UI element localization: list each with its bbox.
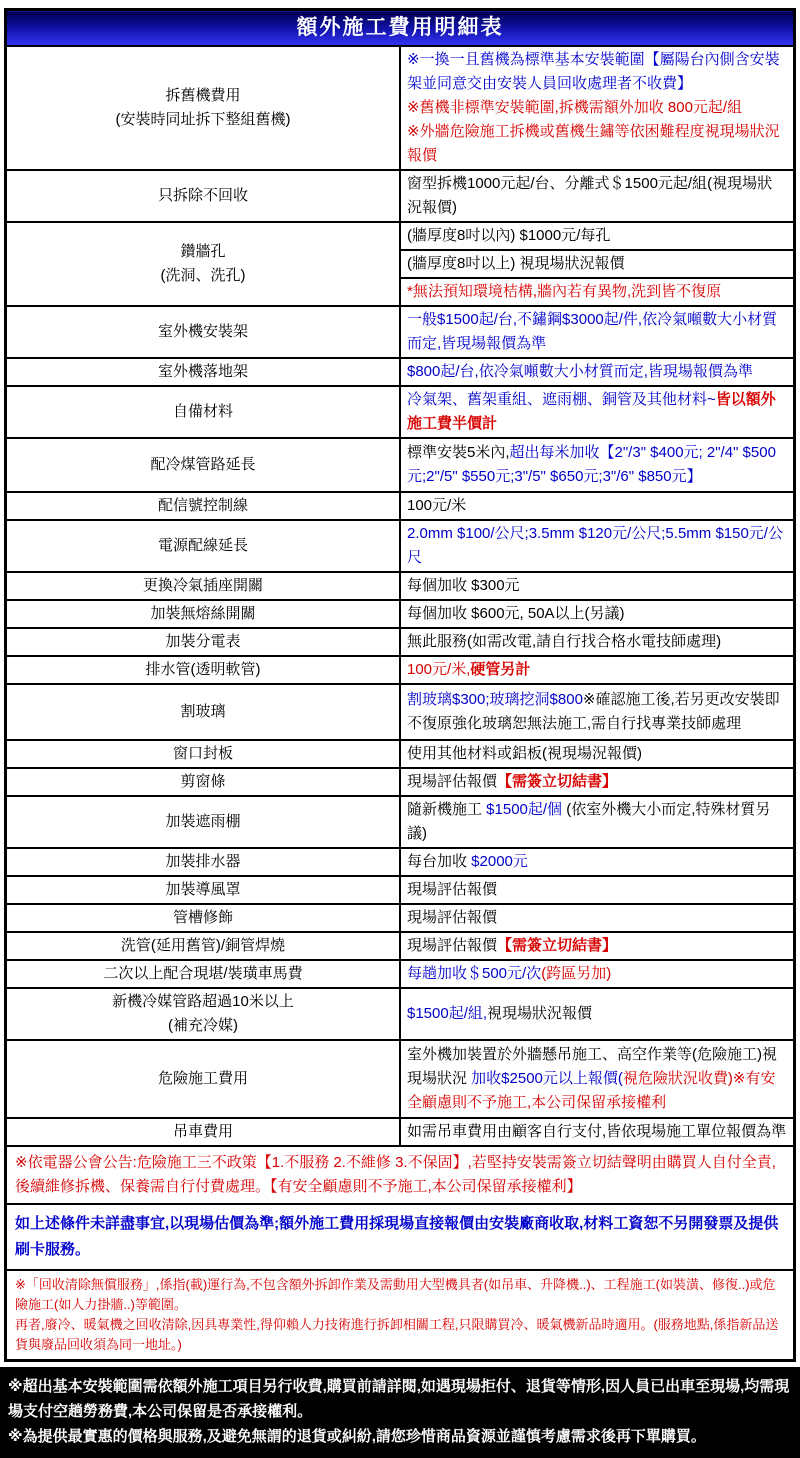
text-segment: $2000元 bbox=[471, 853, 528, 870]
row-value bbox=[400, 848, 795, 876]
row-value: 一般$1500起/台,不鏽鋼$3000起/件,依冷氣噸數大小材質而定,皆現場報價為準 bbox=[400, 306, 795, 358]
text-segment: 現場評估報價 bbox=[407, 773, 498, 790]
text-segment: 皆以額外施工費半價計 bbox=[407, 391, 776, 432]
row-label-line: (補充冷媒) bbox=[168, 1017, 238, 1034]
row-value: (牆厚度8吋以內) $1000元/每孔 bbox=[400, 222, 795, 250]
row-label bbox=[6, 222, 401, 306]
text-segment: 室外機加裝置於外牆懸吊施工、高空作業等(危險施工)視現場狀況 bbox=[407, 1046, 777, 1087]
row-label: 自備材料 bbox=[6, 386, 401, 438]
table-row bbox=[6, 904, 795, 932]
recycle-service-notice bbox=[6, 1270, 795, 1361]
notice-paragraph: 再者,廢冷、暖氣機之回收清除,因具專業性,得仰賴人力技術進行拆卸相關工程,只限購買冷、暖氣機新品時適用。(服務地點,係指新品送貨與廢品回收須為同一地址。) bbox=[15, 1317, 779, 1352]
table-row bbox=[6, 796, 795, 848]
text-segment: 加收$2500元以上報價( bbox=[471, 1070, 623, 1087]
row-label-line: (洗洞、洗孔) bbox=[160, 267, 246, 284]
row-value bbox=[400, 684, 795, 740]
text-segment: 每台加收 bbox=[407, 853, 472, 870]
table-row bbox=[6, 386, 795, 438]
text-segment: 100元/米, bbox=[407, 661, 471, 678]
text-segment: 每趟加收＄500元/次 bbox=[407, 965, 542, 982]
table-row bbox=[6, 306, 795, 358]
text-segment: 冷氣架、舊架重組、遮雨棚、銅管及其他材料~ bbox=[407, 391, 716, 408]
fee-table bbox=[4, 8, 796, 1362]
table-row bbox=[6, 628, 795, 656]
table-row bbox=[6, 170, 795, 222]
row-label bbox=[6, 988, 401, 1040]
text-segment: 超出每米加收【2"/3" $400元; 2"/4" $500元;2"/5" $550元;3"/5" $650元;3"/6" $850元】 bbox=[407, 444, 776, 485]
row-value: 每個加收 $300元 bbox=[400, 572, 795, 600]
footer-line: ※為提供最實惠的價格與服務,及避免無謂的退貨或糾紛,請您珍惜商品資源並謹慎考慮需求後再下單購買。 bbox=[8, 1428, 706, 1445]
row-value bbox=[400, 988, 795, 1040]
union-policy-notice: ※依電器公會公告:危險施工三不政策【1.不服務 2.不維修 3.不保固】,若堅持安裝需簽立切結聲明由購買人自付全責,後續維修拆機、保養需自行付費處理。【有安全顧慮則不予施工,本公司保留承接權利】 bbox=[6, 1146, 795, 1204]
table-row bbox=[6, 684, 795, 740]
row-value: $800起/台,依冷氣噸數大小材質而定,皆現場報價為準 bbox=[400, 358, 795, 386]
table-row bbox=[6, 222, 795, 250]
row-label: 電源配線延長 bbox=[6, 520, 401, 572]
text-segment: 割玻璃$300;玻璃挖洞$800 bbox=[407, 691, 583, 708]
text-segment: $1500起/組, bbox=[407, 1005, 488, 1022]
row-label: 更換冷氣插座開關 bbox=[6, 572, 401, 600]
table-row bbox=[6, 1118, 795, 1146]
row-value bbox=[400, 1040, 795, 1118]
row-value bbox=[400, 768, 795, 796]
table-row bbox=[6, 438, 795, 492]
row-label: 加裝分電表 bbox=[6, 628, 401, 656]
text-segment: ※確認施工後,若另更改安裝即不復原強化玻璃恕無法施工,需自行找專業技師處理 bbox=[407, 691, 780, 732]
row-label-line: 拆舊機費用 bbox=[165, 87, 241, 104]
row-value: 無此服務(如需改電,請自行找合格水電技師處理) bbox=[400, 628, 795, 656]
table-row bbox=[6, 572, 795, 600]
text-segment: ※外牆危險施工拆機或舊機生鏽等依困難程度視現場狀況報價 bbox=[407, 123, 780, 164]
notice-row bbox=[6, 1146, 795, 1204]
text-segment: 視危險狀況收費)※有安全顧慮則不予施工,本公司保留承接權利 bbox=[407, 1070, 776, 1111]
row-value: 現場評估報價 bbox=[400, 876, 795, 904]
row-label: 危險施工費用 bbox=[6, 1040, 401, 1118]
text-segment: 隨新機施工 bbox=[407, 801, 487, 818]
table-row bbox=[6, 740, 795, 768]
text-segment: ※一換一且舊機為標準基本安裝範圍【屬陽台內側含安裝架並同意交由安裝人員回收處理者不收費】 bbox=[407, 51, 780, 92]
row-value: 窗型拆機1000元起/台、分離式＄1500元起/組(視現場狀況報價) bbox=[400, 170, 795, 222]
row-label: 加裝導風罩 bbox=[6, 876, 401, 904]
table-row bbox=[6, 492, 795, 520]
text-segment: 現場評估報價 bbox=[407, 937, 498, 954]
table-row bbox=[6, 520, 795, 572]
row-label: 窗口封板 bbox=[6, 740, 401, 768]
row-label: 割玻璃 bbox=[6, 684, 401, 740]
row-label: 室外機落地架 bbox=[6, 358, 401, 386]
row-label: 加裝無熔絲開關 bbox=[6, 600, 401, 628]
row-label: 配冷煤管路延長 bbox=[6, 438, 401, 492]
row-label: 配信號控制線 bbox=[6, 492, 401, 520]
row-label-line: 鑽牆孔 bbox=[180, 243, 226, 260]
text-segment: (依室外機大小而定,特殊材質另議) bbox=[407, 801, 771, 842]
row-value bbox=[400, 46, 795, 170]
text-segment: 標準安裝5米內, bbox=[407, 444, 510, 461]
row-label bbox=[6, 46, 401, 170]
row-label-line: 新機冷媒管路超過10米以上 bbox=[112, 993, 294, 1010]
row-label: 洗管(延用舊管)/銅管焊燒 bbox=[6, 932, 401, 960]
row-label: 二次以上配合現堪/裝璜車馬費 bbox=[6, 960, 401, 988]
row-label: 排水管(透明軟管) bbox=[6, 656, 401, 684]
row-value: *無法預知環境桔構,牆內若有異物,洗到皆不復原 bbox=[400, 278, 795, 306]
footer-line: ※超出基本安裝範圍需依額外施工項目另行收費,購買前請詳閱,如遇現場拒付、退貨等情形,因人員已出車至現場,均需現場支付空趟勞務費,本公司保留是否承接權利。 bbox=[8, 1378, 790, 1420]
row-label: 加裝排水器 bbox=[6, 848, 401, 876]
onsite-quote-notice: 如上述條件未詳盡事宜,以現場估價為準;額外施工費用採現場直接報價由安裝廠商收取,材料工資恕不另開發票及提供刷卡服務。 bbox=[6, 1204, 795, 1270]
row-value: 使用其他材料或鋁板(視現場況報價) bbox=[400, 740, 795, 768]
page-title: 額外施工費用明細表 bbox=[6, 10, 795, 47]
row-value: 2.0mm $100/公尺;3.5mm $120元/公尺;5.5mm $150元/公尺 bbox=[400, 520, 795, 572]
header-row bbox=[6, 10, 795, 47]
text-segment: $1500起/個 bbox=[486, 801, 563, 818]
text-segment: 硬管另計 bbox=[470, 661, 531, 678]
row-value: 每個加收 $600元, 50A以上(另議) bbox=[400, 600, 795, 628]
row-label: 加裝遮雨棚 bbox=[6, 796, 401, 848]
row-label: 管槽修飾 bbox=[6, 904, 401, 932]
table-row bbox=[6, 932, 795, 960]
text-segment: 【需簽立切結書】 bbox=[497, 773, 618, 790]
table-row bbox=[6, 358, 795, 386]
text-segment: 視現場狀況報價 bbox=[487, 1005, 593, 1022]
row-value bbox=[400, 656, 795, 684]
table-row bbox=[6, 960, 795, 988]
fee-detail-page bbox=[0, 8, 800, 1445]
table-row bbox=[6, 876, 795, 904]
row-value bbox=[400, 960, 795, 988]
row-value bbox=[400, 438, 795, 492]
notice-row bbox=[6, 1204, 795, 1270]
row-value: 100元/米 bbox=[400, 492, 795, 520]
table-row bbox=[6, 656, 795, 684]
row-value: (牆厚度8吋以上) 視現場狀況報價 bbox=[400, 250, 795, 278]
table-row bbox=[6, 46, 795, 170]
row-label: 只拆除不回收 bbox=[6, 170, 401, 222]
table-row bbox=[6, 600, 795, 628]
table-row bbox=[6, 1040, 795, 1118]
row-value bbox=[400, 796, 795, 848]
row-value: 如需吊車費用由顧客自行支付,皆依現場施工單位報價為準 bbox=[400, 1118, 795, 1146]
text-segment: ※舊機非標準安裝範圍,拆機需額外加收 800元起/組 bbox=[407, 99, 743, 116]
row-label: 吊車費用 bbox=[6, 1118, 401, 1146]
text-segment: (跨區另加) bbox=[541, 965, 612, 982]
row-value bbox=[400, 932, 795, 960]
row-label: 剪窗條 bbox=[6, 768, 401, 796]
row-label: 室外機安裝架 bbox=[6, 306, 401, 358]
footer-notice bbox=[0, 1367, 800, 1458]
row-value: 現場評估報價 bbox=[400, 904, 795, 932]
notice-row bbox=[6, 1270, 795, 1361]
notice-paragraph: ※「回收清除無償服務」,係指(載)運行為,不包含額外拆卸作業及需動用大型機具者(如吊車、升降機..)、工程施工(如裝潢、修復..)或危險施工(如人力掛牆..)等範圍。 bbox=[15, 1277, 776, 1312]
table-row bbox=[6, 848, 795, 876]
table-row bbox=[6, 768, 795, 796]
text-segment: 【需簽立切結書】 bbox=[497, 937, 618, 954]
row-value bbox=[400, 386, 795, 438]
table-row bbox=[6, 988, 795, 1040]
row-label-line: (安裝時同址拆下整組舊機) bbox=[115, 111, 291, 128]
